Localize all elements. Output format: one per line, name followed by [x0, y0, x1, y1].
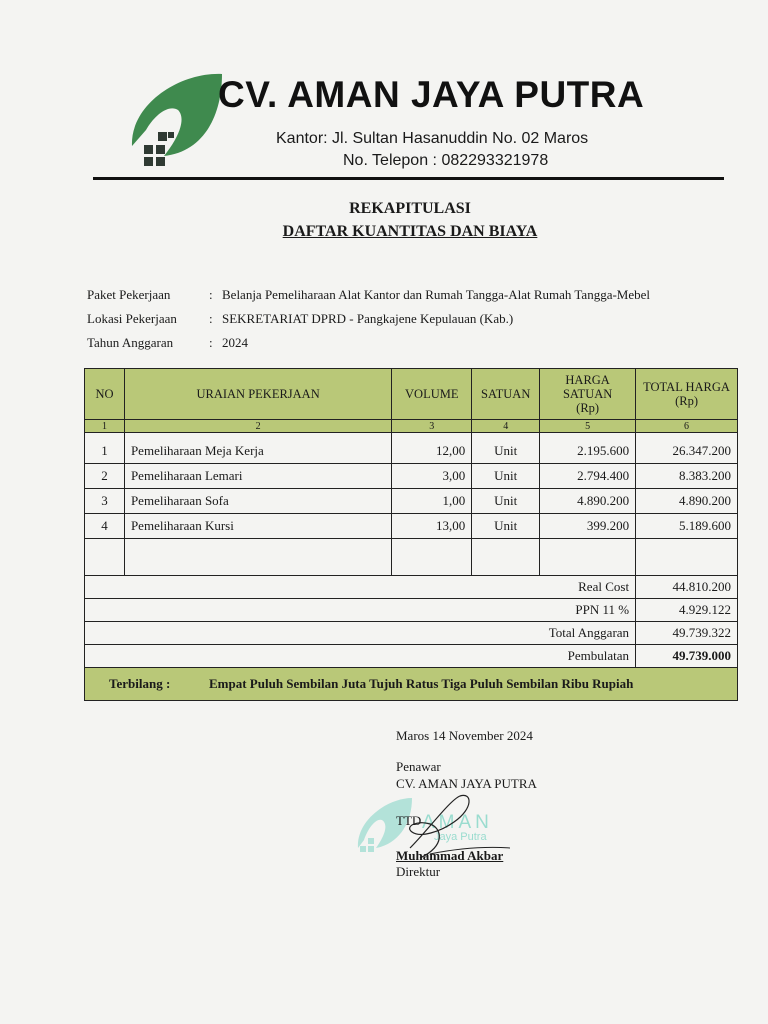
header-total-line: TOTAL HARGA [643, 380, 730, 394]
row-total: 8.383.200 [636, 464, 738, 489]
row-no: 3 [85, 489, 125, 514]
info-value: SEKRETARIAT DPRD - Pangkajene Kepulauan (Kab.) [222, 311, 514, 326]
summary-label: Pembulatan [85, 645, 636, 668]
company-phone: No. Telepon : 082293321978 [343, 152, 549, 169]
row-satuan: Unit [472, 514, 540, 539]
col-number: 2 [124, 420, 391, 433]
table-row [85, 464, 738, 489]
summary-row-real-cost [85, 576, 738, 599]
summary-value: 4.929.122 [636, 599, 738, 622]
summary-row-pembulatan [85, 645, 738, 668]
stamp-text: Jaya Putra [434, 831, 487, 843]
column-number-row [85, 420, 738, 433]
row-no: 1 [85, 433, 125, 464]
col-number: 3 [392, 420, 472, 433]
info-lokasi-pekerjaan [87, 311, 513, 327]
summary-value: 49.739.000 [636, 645, 738, 668]
row-harga: 399.200 [540, 514, 636, 539]
info-value: Belanja Pemeliharaan Alat Kantor dan Rumah Tangga-Alat Rumah Tangga-Mebel [222, 287, 651, 302]
info-paket-pekerjaan [87, 287, 650, 303]
terbilang-value: Empat Puluh Sembilan Juta Tujuh Ratus Tiga Puluh Sembilan Ribu Rupiah [209, 676, 634, 691]
row-satuan: Unit [472, 464, 540, 489]
summary-row-ppn [85, 599, 738, 622]
rekap-table [84, 368, 738, 701]
info-value: 2024 [222, 335, 248, 350]
info-sep: : [209, 335, 213, 350]
row-total: 5.189.600 [636, 514, 738, 539]
table-row-spacer [85, 539, 738, 576]
header-satuan: SATUAN [472, 369, 540, 420]
header-total-line: (Rp) [675, 394, 698, 408]
signer-position: Direktur [396, 864, 441, 879]
table-row [85, 489, 738, 514]
info-label: Tahun Anggaran [87, 335, 174, 350]
summary-value: 44.810.200 [636, 576, 738, 599]
terbilang-label: Terbilang : [109, 676, 171, 691]
header-harga-line: SATUAN [562, 387, 613, 401]
info-tahun-anggaran [87, 335, 248, 351]
row-uraian: Pemeliharaan Kursi [124, 514, 391, 539]
row-harga: 2.195.600 [540, 433, 636, 464]
col-number: 1 [85, 420, 125, 433]
info-sep: : [209, 287, 213, 302]
row-volume: 3,00 [392, 464, 472, 489]
document-title: REKAPITULASI [349, 200, 471, 217]
summary-value: 49.739.322 [636, 622, 738, 645]
signer-role: Penawar [396, 759, 441, 774]
row-harga: 2.794.400 [540, 464, 636, 489]
header-volume: VOLUME [392, 369, 472, 420]
header-no: NO [85, 369, 125, 420]
row-satuan: Unit [472, 433, 540, 464]
summary-row-total-anggaran [85, 622, 738, 645]
table-header-row [85, 369, 738, 420]
row-total: 4.890.200 [636, 489, 738, 514]
row-no: 4 [85, 514, 125, 539]
header-harga-satuan [540, 369, 636, 420]
col-number: 6 [636, 420, 738, 433]
col-number: 4 [472, 420, 540, 433]
header-harga-line: HARGA [565, 373, 610, 387]
info-sep: : [209, 311, 213, 326]
summary-label: PPN 11 % [85, 599, 636, 622]
header-harga-line: (Rp) [576, 401, 600, 415]
row-total: 26.347.200 [636, 433, 738, 464]
info-label: Paket Pekerjaan [87, 287, 171, 302]
signer-company: CV. AMAN JAYA PUTRA [396, 776, 537, 791]
document-subtitle: DAFTAR KUANTITAS DAN BIAYA [282, 223, 538, 240]
row-uraian: Pemeliharaan Lemari [124, 464, 391, 489]
row-harga: 4.890.200 [540, 489, 636, 514]
company-logo-icon [124, 70, 224, 170]
row-volume: 13,00 [392, 514, 472, 539]
info-label: Lokasi Pekerjaan [87, 311, 177, 326]
row-satuan: Unit [472, 489, 540, 514]
terbilang-cell [85, 668, 738, 701]
company-stamp-icon [350, 790, 540, 880]
row-volume: 12,00 [392, 433, 472, 464]
summary-label: Real Cost [85, 576, 636, 599]
summary-label: Total Anggaran [85, 622, 636, 645]
company-name: CV. AMAN JAYA PUTRA [218, 74, 645, 115]
col-number: 5 [540, 420, 636, 433]
row-no: 2 [85, 464, 125, 489]
table-row [85, 433, 738, 464]
row-uraian: Pemeliharaan Meja Kerja [124, 433, 391, 464]
header-uraian: URAIAN PEKERJAAN [124, 369, 391, 420]
company-address: Kantor: Jl. Sultan Hasanuddin No. 02 Maros [276, 130, 589, 147]
terbilang-row [85, 668, 738, 701]
header-total-harga [636, 369, 738, 420]
row-uraian: Pemeliharaan Sofa [124, 489, 391, 514]
table-row [85, 514, 738, 539]
letterhead-divider [93, 177, 724, 180]
ttd-label: TTD [396, 813, 422, 828]
stamp-text: AMAN [422, 812, 493, 833]
signer-name: Muhammad Akbar [396, 848, 504, 863]
row-volume: 1,00 [392, 489, 472, 514]
place-date: Maros 14 November 2024 [396, 728, 533, 743]
